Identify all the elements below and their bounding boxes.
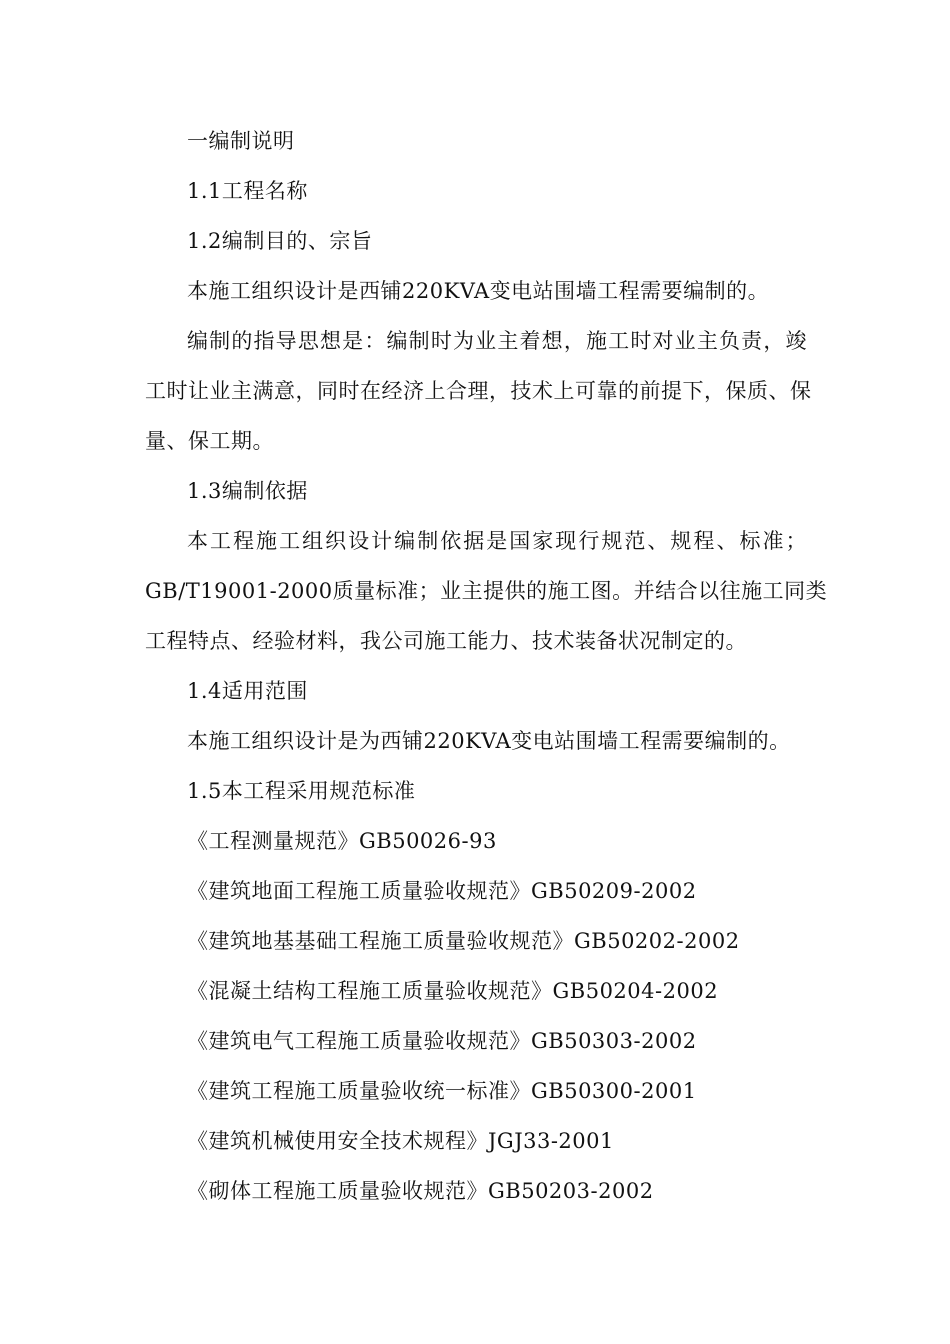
basis-paragraph-line-3: 工程特点、经验材料，我公司施工能力、技术装备状况制定的。 xyxy=(145,629,747,653)
heading-1-3: 1.3编制依据 xyxy=(187,479,308,503)
standard-item: 《建筑电气工程施工质量验收规范》GB50303-2002 xyxy=(187,1029,697,1053)
guiding-paragraph-line-2: 工时让业主满意，同时在经济上合理，技术上可靠的前提下，保质、保 xyxy=(145,379,812,403)
guiding-paragraph-line-1: 编制的指导思想是：编制时为业主着想，施工时对业主负责，竣 xyxy=(187,329,807,353)
standard-item: 《建筑地面工程施工质量验收规范》GB50209-2002 xyxy=(187,879,697,903)
standard-item: 《建筑工程施工质量验收统一标准》GB50300-2001 xyxy=(187,1079,697,1103)
heading-1-2: 1.2编制目的、宗旨 xyxy=(187,229,373,253)
heading-1-4: 1.4适用范围 xyxy=(187,679,308,703)
heading-1-5: 1.5本工程采用规范标准 xyxy=(187,779,416,803)
standard-item: 《建筑机械使用安全技术规程》JGJ33-2001 xyxy=(187,1129,614,1153)
scope-paragraph: 本施工组织设计是为西铺220KVA变电站围墙工程需要编制的。 xyxy=(187,729,791,753)
basis-paragraph-line-2: GB/T19001-2000质量标准；业主提供的施工图。并结合以往施工同类 xyxy=(145,579,828,603)
standard-item: 《混凝土结构工程施工质量验收规范》GB50204-2002 xyxy=(187,979,719,1003)
standard-item: 《工程测量规范》GB50026-93 xyxy=(187,829,497,853)
section-heading: 一编制说明 xyxy=(187,129,295,153)
heading-1-1: 1.1工程名称 xyxy=(187,179,308,203)
standard-item: 《砌体工程施工质量验收规范》GB50203-2002 xyxy=(187,1179,654,1203)
purpose-paragraph: 本施工组织设计是西铺220KVA变电站围墙工程需要编制的。 xyxy=(187,279,770,303)
basis-paragraph-line-1: 本工程施工组织设计编制依据是国家现行规范、规程、标准； xyxy=(187,529,807,553)
guiding-paragraph-line-3: 量、保工期。 xyxy=(145,429,274,453)
standard-item: 《建筑地基基础工程施工质量验收规范》GB50202-2002 xyxy=(187,929,740,953)
